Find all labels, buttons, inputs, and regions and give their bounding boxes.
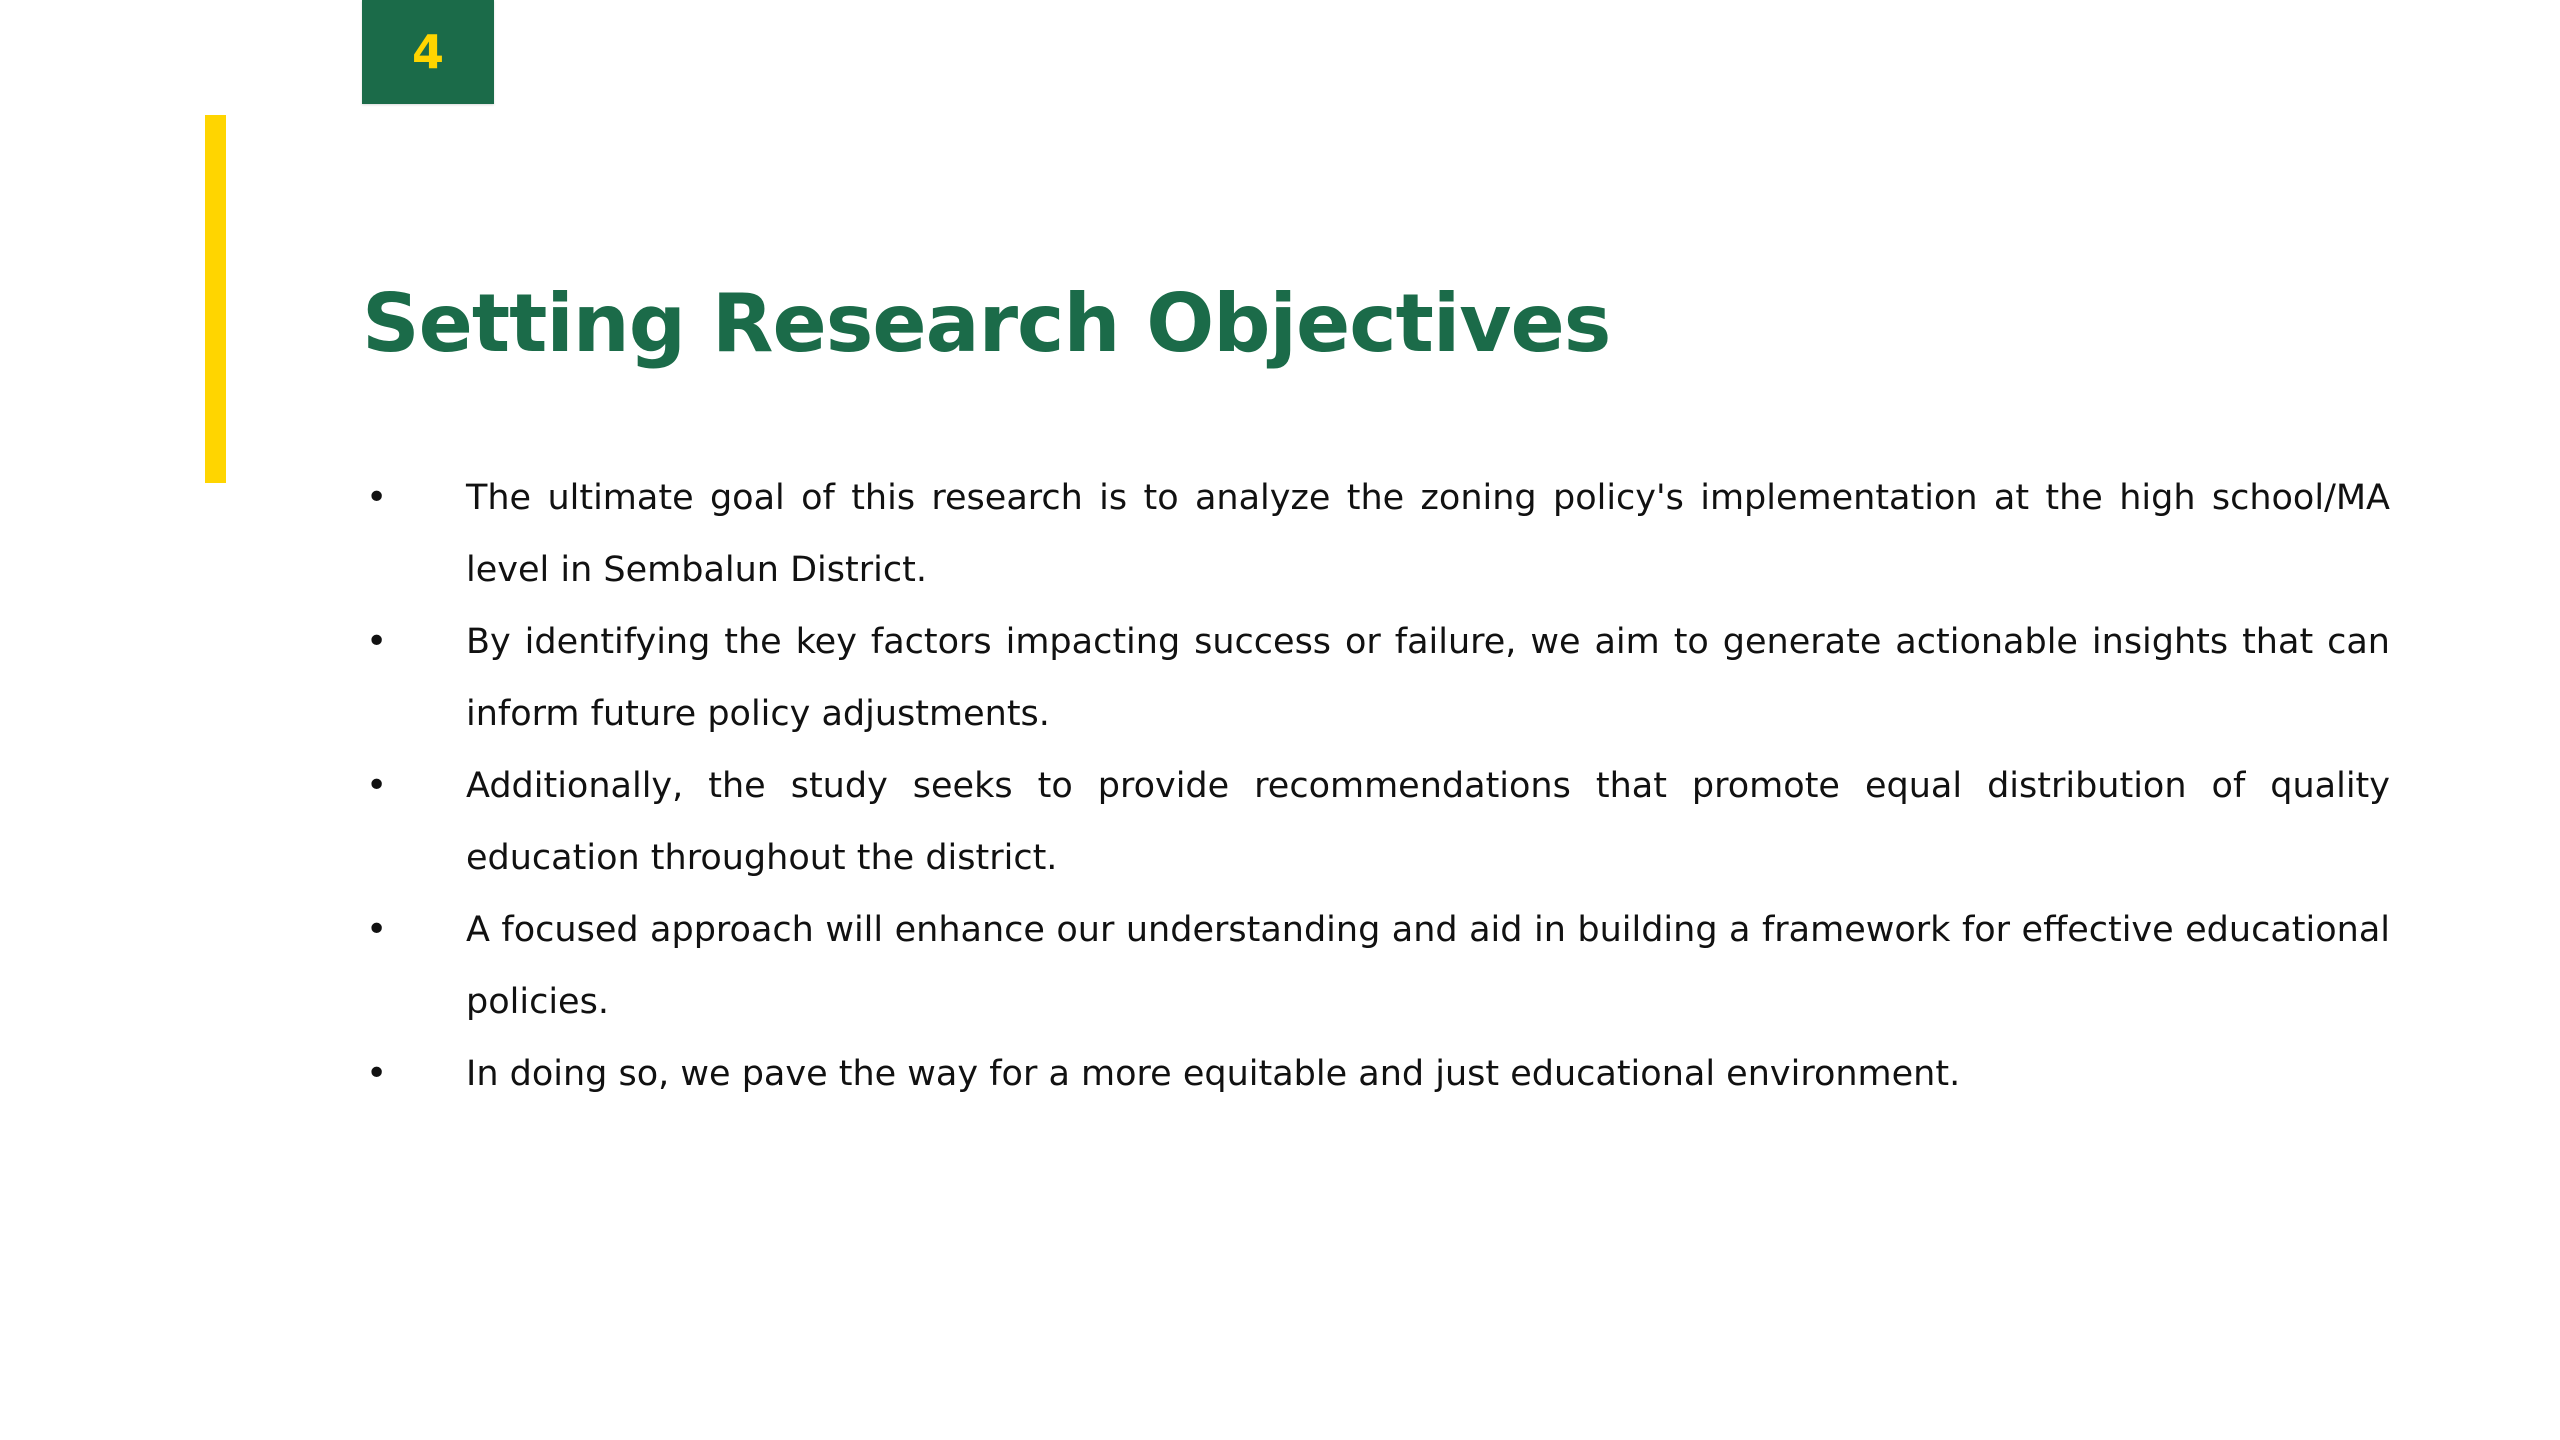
bullet-icon: • bbox=[366, 621, 388, 662]
page-number-badge bbox=[362, 0, 494, 104]
bullet-icon: • bbox=[366, 765, 388, 806]
bullet-item bbox=[362, 606, 2390, 750]
slide-title: Setting Research Objectives bbox=[362, 277, 1611, 370]
bullet-icon: • bbox=[366, 909, 388, 950]
bullet-icon: • bbox=[366, 1053, 388, 1094]
bullet-item bbox=[362, 462, 2390, 606]
bullet-text: In doing so, we pave the way for a more equitable and just educational environment. bbox=[466, 1054, 1961, 1094]
bullet-text: The ultimate goal of this research is to analyze the zoning policy's implementation at the high school/MA level in Sembalun District. bbox=[466, 478, 2390, 590]
bullet-text: A focused approach will enhance our understanding and aid in building a framework for effective educational policies. bbox=[466, 910, 2390, 1022]
bullet-text: Additionally, the study seeks to provide recommendations that promote equal distribution of quality education throughout the district. bbox=[466, 766, 2390, 878]
bullet-item bbox=[362, 1038, 2390, 1110]
page-number: 4 bbox=[411, 25, 444, 79]
accent-bar bbox=[205, 115, 226, 483]
bullet-item bbox=[362, 894, 2390, 1038]
bullet-icon: • bbox=[366, 477, 388, 518]
bullet-item bbox=[362, 750, 2390, 894]
bullet-list bbox=[362, 462, 2390, 1110]
bullet-text: By identifying the key factors impacting success or failure, we aim to generate actionable insights that can inform future policy adjustments. bbox=[466, 622, 2390, 734]
